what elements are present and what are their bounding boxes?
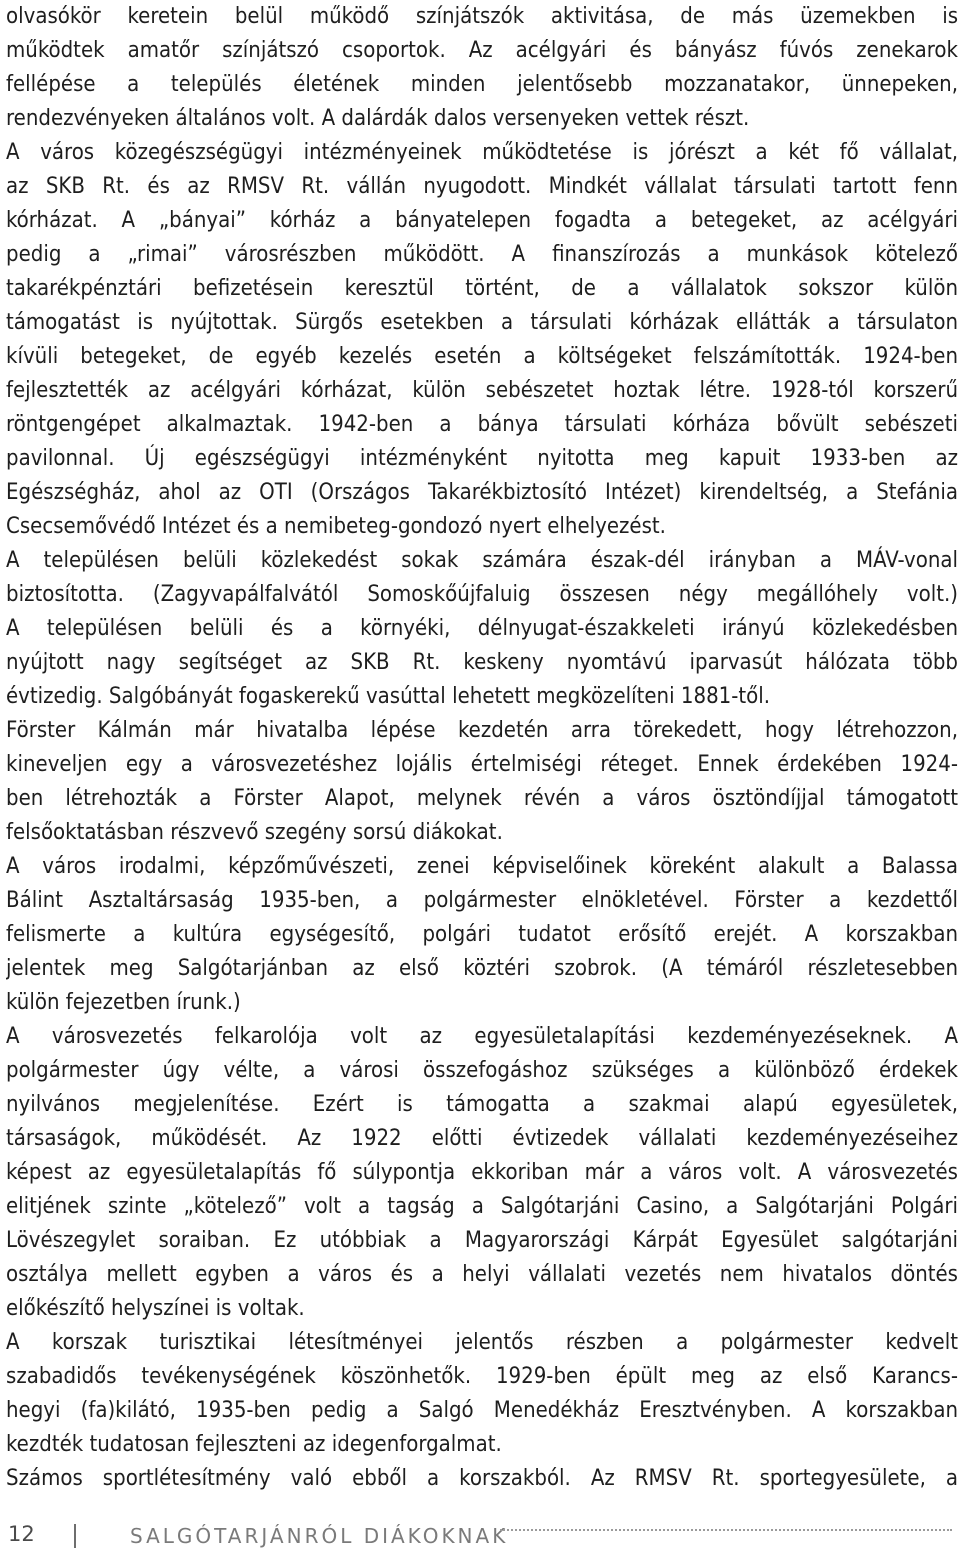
text-line: hegyi (fa)kilátó, 1935-ben pedig a Salgó Menedékház Eresztvényben. A korszakban xyxy=(6,1398,958,1423)
text-line: A korszak turisztikai létesítményei jelentős részben a polgármester kedvelt xyxy=(6,1330,958,1355)
text-line: kezdték tudatosan fejleszteni az idegenforgalmat. xyxy=(6,1432,502,1457)
text-line: elitjének szinte „kötelező” volt a tagság a Salgótarjáni Casino, a Salgótarjáni Polgári xyxy=(6,1194,958,1219)
text-line: Lövészegylet soraiban. Ez utóbbiak a Magyarországi Kárpát Egyesület salgótarjáni xyxy=(6,1228,958,1253)
text-line: ben létrehozták a Förster Alapot, melynek révén a város ösztöndíjjal támogatott xyxy=(6,786,958,811)
text-line: A településen belüli és a környéki, délnyugat-északkeleti irányú közlekedésben xyxy=(6,616,958,641)
text-line: nyújtott nagy segítséget az SKB Rt. keskeny nyomtávú iparvasút hálózata több xyxy=(6,650,958,675)
text-line: pedig a „rimai” városrészben működött. A finanszírozás a munkások kötelező xyxy=(6,242,958,267)
text-line: fejlesztették az acélgyári kórházat, külön sebészetet hoztak létre. 1928-tól korszerű xyxy=(6,378,958,403)
text-line: A városvezetés felkarolója volt az egyesületalapítási kezdeményezéseknek. A xyxy=(6,1024,958,1049)
footer-dotted-rule xyxy=(500,1529,952,1531)
text-line: Számos sportlétesítmény való ebből a korszakból. Az RMSV Rt. sportegyesülete, a xyxy=(6,1466,958,1491)
text-line: az SKB Rt. és az RMSV Rt. vállán nyugodott. Mindkét vállalat társulati tartott fenn xyxy=(6,174,958,199)
text-line: társaságok, működését. Az 1922 előtti évtizedek vállalati kezdeményezéseihez xyxy=(6,1126,958,1151)
text-line: kívüli betegeket, de egyéb kezelés esetén a költségeket felszámították. 1924-ben xyxy=(6,344,958,369)
page-footer xyxy=(0,1518,960,1553)
footer-divider xyxy=(74,1524,76,1548)
text-line: külön fejezetben írunk.) xyxy=(6,990,241,1015)
text-page xyxy=(6,0,958,1500)
text-line: A város közegészségügyi intézményeinek működtetése is jórészt a két fő vállalat, xyxy=(6,140,958,165)
text-line: előkészítő helyszínei is voltak. xyxy=(6,1296,305,1321)
text-line: évtizedig. Salgóbányát fogaskerekű vasúttal lehetett megközelíteni 1881-től. xyxy=(6,684,771,709)
text-line: kineveljen egy a városvezetéshez lojális értelmiségi réteget. Ennek érdekében 1924- xyxy=(6,752,958,777)
text-line: pavilonnal. Új egészségügyi intézményként nyitotta meg kapuit 1933-ben az xyxy=(6,446,958,471)
text-line: olvasókör keretein belül működő színjátszók aktivitása, de más üzemekben is xyxy=(6,4,958,29)
text-line: nyilvános megjelenítése. Ezért is támogatta a szakmai alapú egyesületek, xyxy=(6,1092,958,1117)
text-line: Egészségház, ahol az OTI (Országos Takarékbiztosító Intézet) kirendeltség, a Stefánia xyxy=(6,480,958,505)
page-number: 12 xyxy=(8,1522,35,1546)
text-line: röntgengépet alkalmaztak. 1942-ben a bánya társulati kórháza bővült sebészeti xyxy=(6,412,958,437)
text-line: kórházat. A „bányai” kórház a bányatelepen fogadta a betegeket, az acélgyári xyxy=(6,208,958,233)
text-line: osztálya mellett egyben a város és a helyi vállalati vezetés nem hivatalos döntés xyxy=(6,1262,958,1287)
text-line: felsőoktatásban részvevő szegény sorsú diákokat. xyxy=(6,820,503,845)
text-line: polgármester úgy vélte, a városi összefogáshoz szükséges a különböző érdekek xyxy=(6,1058,958,1083)
text-line: rendezvényeken általános volt. A dalárdák dalos versenyeken vettek részt. xyxy=(6,106,750,131)
text-line: A településen belüli közlekedést sokak számára észak-dél irányban a MÁV-vonal xyxy=(6,548,958,573)
text-line: támogatást is nyújtottak. Sürgős esetekben a társulati kórházak ellátták a társulaton xyxy=(6,310,958,335)
text-line: takarékpénztári befizetésein keresztül történt, de a vállalatok sokszor külön xyxy=(6,276,958,301)
text-line: Bálint Asztaltársaság 1935-ben, a polgármester elnökletével. Förster a kezdettől xyxy=(6,888,958,913)
text-line: Förster Kálmán már hivatalba lépése kezdetén arra törekedett, hogy létrehozzon, xyxy=(6,718,958,743)
text-line: felismerte a kultúra egységesítő, polgári tudatot erősítő erejét. A korszakban xyxy=(6,922,958,947)
text-line: működtek amatőr színjátszó csoportok. Az acélgyári és bányász fúvós zenekarok xyxy=(6,38,958,63)
running-title: SALGÓTARJÁNRÓL DIÁKOKNAK xyxy=(130,1524,509,1548)
text-line: Csecsemővédő Intézet és a nemibeteg-gondozó nyert elhelyezést. xyxy=(6,514,666,539)
text-line: fellépése a település életének minden jelentősebb mozzanatakor, ünnepeken, xyxy=(6,72,958,97)
text-line: képest az egyesületalapítás fő súlypontja ekkoriban már a város volt. A városvezetés xyxy=(6,1160,958,1185)
text-line: jelentek meg Salgótarjánban az első köztéri szobrok. (A témáról részletesebben xyxy=(6,956,958,981)
text-line: szabadidős tevékenységének köszönhetők. 1929-ben épült meg az első Karancs- xyxy=(6,1364,958,1389)
text-line: biztosította. (Zagyvapálfalvától Somoskőújfaluig összesen négy megállóhely volt.) xyxy=(6,582,958,607)
text-line: A város irodalmi, képzőművészeti, zenei képviselőinek köreként alakult a Balassa xyxy=(6,854,958,879)
